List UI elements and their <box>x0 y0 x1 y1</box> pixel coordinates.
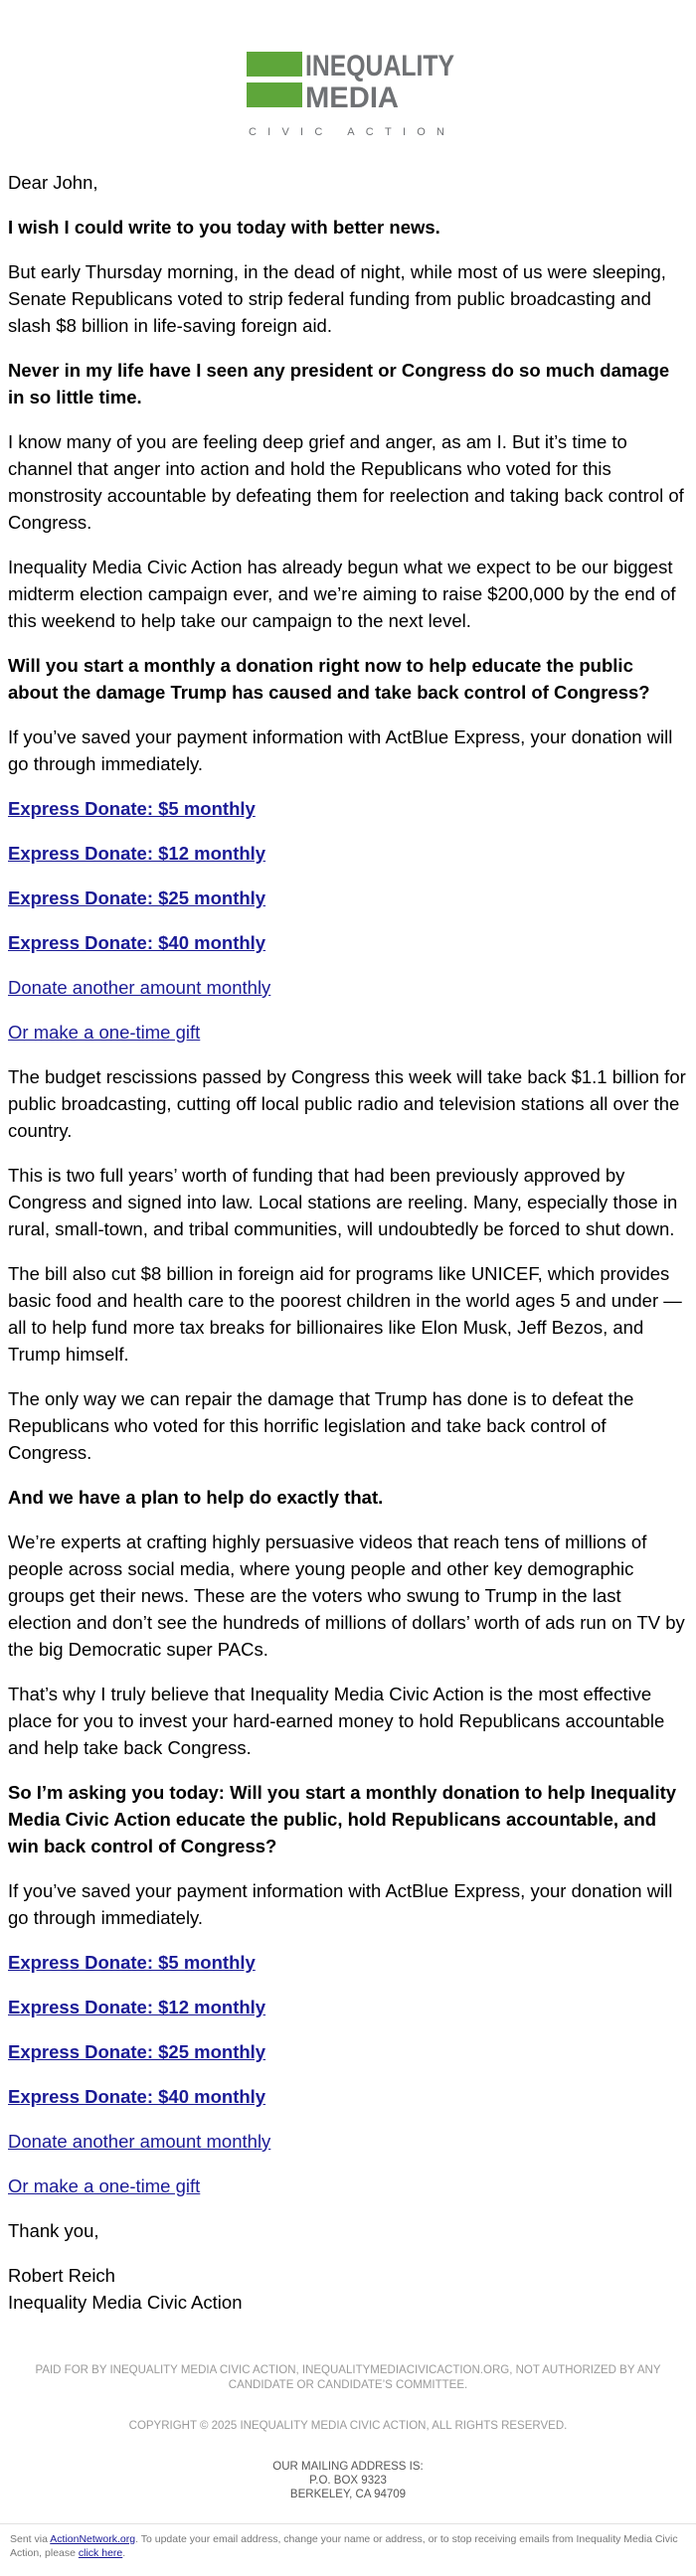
greeting: Dear John, <box>8 172 98 193</box>
one-time-gift-link[interactable]: Or make a one-time gift <box>8 1022 201 1043</box>
logo-text-media: MEDIA <box>305 81 399 114</box>
donate-block-2-40 <box>8 2083 688 2110</box>
express-donate-12-monthly-link[interactable]: Express Donate: $12 monthly <box>8 1997 266 2017</box>
donate-block-1-25 <box>8 885 688 911</box>
copyright-notice: COPYRIGHT © 2025 INEQUALITY MEDIA CIVIC ACTION, ALL RIGHTS RESERVED. <box>128 2420 568 2432</box>
donate-block-2-12 <box>8 1994 688 2020</box>
paragraph-opening: I wish I could write to you today with better news. <box>8 217 440 238</box>
express-donate-25-monthly-link[interactable]: Express Donate: $25 monthly <box>8 887 266 908</box>
donate-block-1-5 <box>8 795 688 822</box>
paragraph-rescissions: The budget rescissions passed by Congress this week will take back $1.1 billion for public broadcasting, cutting off local public radio and television stations all over the country. <box>8 1066 686 1141</box>
donate-block-1-40 <box>8 929 688 956</box>
donate-block-1-onetime <box>8 1019 688 1046</box>
email-footer <box>0 2363 696 2501</box>
mailing-address <box>20 2460 676 2501</box>
donate-block-2-25 <box>8 2038 688 2065</box>
signature-org: Inequality Media Civic Action <box>8 2292 243 2313</box>
donate-block-2-other <box>8 2128 688 2155</box>
signature-name: Robert Reich <box>8 2265 115 2286</box>
paragraph-actblue-note: If you’ve saved your payment information with ActBlue Express, your donation will go through immediately. <box>8 726 673 774</box>
express-donate-5-monthly-link[interactable]: Express Donate: $5 monthly <box>8 798 256 819</box>
sent-via-end: . <box>122 2547 126 2559</box>
donate-block-1-12 <box>8 840 688 867</box>
express-donate-12-monthly-link[interactable]: Express Donate: $12 monthly <box>8 843 266 864</box>
unsubscribe-click-here-link[interactable]: click here <box>78 2547 123 2559</box>
donate-block-1-other <box>8 974 688 1001</box>
logo-text-civic-action: CIVIC ACTION <box>249 126 451 138</box>
paragraph-foreign-aid: The bill also cut $8 billion in foreign aid for programs like UNICEF, which provides basic food and health care to the poorest children in the world ages 5 and under — all to help fund more tax breaks for billionaires like Elon Musk, Jeff Bezos, and Trump himself. <box>8 1263 682 1365</box>
paragraph-never-in-my-life: Never in my life have I seen any president or Congress do so much damage in so little time. <box>8 360 670 407</box>
express-donate-40-monthly-link[interactable]: Express Donate: $40 monthly <box>8 932 266 953</box>
paragraph-plan: And we have a plan to help do exactly that. <box>8 1487 384 1508</box>
mailing-address-heading: OUR MAILING ADDRESS IS: <box>272 2461 424 2473</box>
logo-green-bar-bottom <box>247 82 302 107</box>
paragraph-ask-monthly: Will you start a monthly a donation right now to help educate the public about the damage Trump has caused and take back control of Congress? <box>8 655 650 703</box>
one-time-gift-link[interactable]: Or make a one-time gift <box>8 2175 201 2196</box>
express-donate-25-monthly-link[interactable]: Express Donate: $25 monthly <box>8 2041 266 2062</box>
paragraph-asking-today: So I’m asking you today: Will you start a monthly donation to help Inequality Media Civic Action educate the public, hold Republicans accountable, and win back control of Congress? <box>8 1782 677 1856</box>
donate-block-2-onetime <box>8 2173 688 2199</box>
express-donate-40-monthly-link[interactable]: Express Donate: $40 monthly <box>8 2086 266 2107</box>
sent-via-middle: . To update your email address, change your name or address, or to stop receiving emails from Inequality Media Civic Action, please <box>10 2533 678 2559</box>
donate-another-amount-link[interactable]: Donate another amount monthly <box>8 2131 271 2152</box>
action-network-link[interactable]: ActionNetwork.org <box>50 2533 136 2545</box>
closing-thanks: Thank you, <box>8 2220 99 2241</box>
paragraph-two-years-funding: This is two full years’ worth of funding that had been previously approved by Congress and signed into law. Local stations are reeling. Many, especially those in rural, small-town, and tribal communities, will undoubtedly be forced to shut down. <box>8 1165 678 1239</box>
paragraph-grief-and-anger: I know many of you are feeling deep grief and anger, as am I. But it’s time to channel that anger into action and hold the Republicans who voted for this monstrosity accountable by defeating them for reelection and taking back control of Congress. <box>8 431 684 533</box>
paragraph-most-effective: That’s why I truly believe that Inequality Media Civic Action is the most effective place for you to invest your hard-earned money to hold Republicans accountable and help take back Congress. <box>8 1684 665 1758</box>
email-header <box>0 0 696 159</box>
mailing-address-line-1: P.O. BOX 9323 <box>309 2475 387 2487</box>
paragraph-only-way: The only way we can repair the damage that Trump has done is to defeat the Republicans who voted for this horrific legislation and take back control of Congress. <box>8 1388 634 1463</box>
paid-for-disclaimer: PAID FOR BY INEQUALITY MEDIA CIVIC ACTION, INEQUALITYMEDIACIVICACTION.ORG, NOT AUTHORIZED BY ANY CANDIDATE OR CANDIDATE’S COMMITTEE. <box>35 2364 661 2391</box>
mailing-address-line-2: BERKELEY, CA 94709 <box>289 2489 407 2500</box>
express-donate-5-monthly-link[interactable]: Express Donate: $5 monthly <box>8 1952 256 1973</box>
logo-text-inequality: INEQUALITY <box>305 50 454 82</box>
donate-block-2-5 <box>8 1949 688 1976</box>
donate-another-amount-link[interactable]: Donate another amount monthly <box>8 977 271 998</box>
paragraph-actblue-note-2: If you’ve saved your payment information with ActBlue Express, your donation will go through immediately. <box>8 1880 673 1928</box>
logo-green-bar-top <box>247 52 302 77</box>
email-body <box>0 159 696 2316</box>
sent-via-prefix: Sent via <box>10 2533 51 2545</box>
inequality-media-logo <box>247 52 455 141</box>
sent-via-notice <box>0 2523 696 2576</box>
paragraph-campaign-goal: Inequality Media Civic Action has already begun what we expect to be our biggest midterm election campaign ever, and we’re aiming to raise $200,000 by the end of this weekend to help take our campaign to the next level. <box>8 557 676 631</box>
paragraph-senate-vote: But early Thursday morning, in the dead of night, while most of us were sleeping, Senate Republicans voted to strip federal funding from public broadcasting and slash $8 billion in life-saving foreign aid. <box>8 261 666 336</box>
paragraph-videos: We’re experts at crafting highly persuasive videos that reach tens of millions of people across social media, where young people and other key demographic groups get their news. These are the voters who swung to Trump in the last election and don’t see the hundreds of millions of dollars’ worth of ads run on TV by the big Democratic super PACs. <box>8 1531 685 1660</box>
